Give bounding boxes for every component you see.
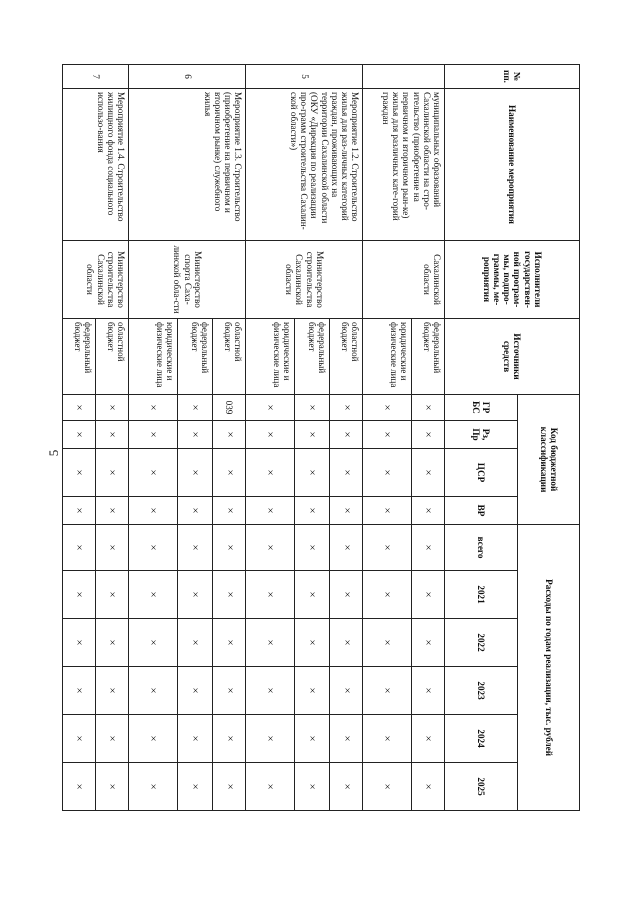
- cell-mark: ×: [63, 763, 96, 811]
- cell-mark: ×: [63, 525, 96, 571]
- cell-mark: ×: [295, 525, 330, 571]
- cell-mark: ×: [96, 525, 129, 571]
- cell-mark: ×: [295, 571, 330, 619]
- cell-grbs: 039: [213, 395, 246, 421]
- header-num: № пп.: [445, 65, 580, 89]
- cell-mark: ×: [63, 571, 96, 619]
- row-source: областной бюджет: [213, 319, 246, 395]
- expenses-table: [62, 64, 580, 811]
- cell-mark: ×: [412, 619, 445, 667]
- header-name: Наименование мероприятия: [445, 89, 580, 241]
- cell-mark: ×: [363, 395, 412, 421]
- cell-mark: ×: [412, 449, 445, 497]
- row-num: 7: [63, 65, 129, 89]
- cell-mark: ×: [96, 763, 129, 811]
- cell-mark: ×: [246, 497, 295, 525]
- row-source: федеральный бюджет: [412, 319, 445, 395]
- row-executor: Сахалинской области: [363, 241, 445, 319]
- row-source: федеральный бюджет: [63, 319, 96, 395]
- cell-mark: ×: [177, 395, 212, 421]
- row-executor: Министерство строительства Сахалинской области: [63, 241, 129, 319]
- row-executor: Министерство спорта Саха-линской обла-сти: [129, 241, 246, 319]
- cell-mark: ×: [330, 525, 363, 571]
- row-name: муниципальных образований Сахалинской области на стро-ительство (приобретение на первичном и вторичном рын-ке) жилья для различных кате-горий граждан: [363, 89, 445, 241]
- cell-mark: ×: [412, 571, 445, 619]
- cell-mark: ×: [129, 619, 178, 667]
- page-number: 5: [46, 449, 61, 457]
- cell-mark: ×: [412, 395, 445, 421]
- row-source: областной бюджет: [96, 319, 129, 395]
- cell-mark: ×: [412, 421, 445, 449]
- row-name: Мероприятие 1.2. Строительство жилья для раз-личных категорий граждан, проживающих на территории Сахалинской области (ОКУ «Дирекция по реализации про-грамм строительства Сахалин-ской области»): [246, 89, 363, 241]
- cell-mark: ×: [96, 619, 129, 667]
- cell-mark: ×: [213, 715, 246, 763]
- cell-mark: ×: [129, 421, 178, 449]
- cell-mark: ×: [412, 667, 445, 715]
- cell-mark: ×: [63, 667, 96, 715]
- cell-mark: ×: [295, 449, 330, 497]
- header-2022: 2022: [445, 619, 518, 667]
- cell-mark: ×: [213, 525, 246, 571]
- header-rzpr: Рз, Пр: [445, 421, 518, 449]
- cell-mark: ×: [246, 667, 295, 715]
- cell-mark: ×: [96, 667, 129, 715]
- header-2025: 2025: [445, 763, 518, 811]
- cell-mark: ×: [213, 421, 246, 449]
- cell-mark: ×: [330, 715, 363, 763]
- cell-mark: ×: [363, 421, 412, 449]
- cell-mark: ×: [213, 619, 246, 667]
- row-num: 5: [246, 65, 363, 89]
- cell-mark: ×: [129, 571, 178, 619]
- cell-mark: ×: [177, 619, 212, 667]
- cell-mark: ×: [412, 763, 445, 811]
- cell-mark: ×: [213, 763, 246, 811]
- row-num: 6: [129, 65, 246, 89]
- row-source: федеральный бюджет: [177, 319, 212, 395]
- cell-mark: ×: [213, 497, 246, 525]
- row-source: областной бюджет: [330, 319, 363, 395]
- header-expenses: Расходы по годам реализации, тыс. рублей: [518, 525, 580, 811]
- cell-mark: ×: [363, 497, 412, 525]
- cell-mark: ×: [129, 525, 178, 571]
- cell-mark: ×: [129, 715, 178, 763]
- cell-mark: ×: [246, 715, 295, 763]
- cell-mark: ×: [246, 449, 295, 497]
- row-source: федеральный бюджет: [295, 319, 330, 395]
- cell-mark: ×: [63, 715, 96, 763]
- cell-mark: ×: [412, 497, 445, 525]
- cell-mark: ×: [295, 619, 330, 667]
- cell-mark: ×: [177, 525, 212, 571]
- cell-mark: ×: [129, 497, 178, 525]
- row-num-empty: [363, 65, 445, 89]
- cell-mark: ×: [330, 667, 363, 715]
- cell-mark: ×: [295, 421, 330, 449]
- cell-mark: ×: [330, 571, 363, 619]
- cell-mark: ×: [363, 715, 412, 763]
- header-executor: Исполнители государствен-ной програм-мы, подпро-граммы, ме-роприятия: [445, 241, 580, 319]
- cell-mark: ×: [330, 449, 363, 497]
- cell-mark: ×: [129, 763, 178, 811]
- cell-mark: ×: [412, 525, 445, 571]
- cell-mark: ×: [63, 619, 96, 667]
- cell-mark: ×: [330, 619, 363, 667]
- header-budget-code: Код бюджетной классификации: [518, 395, 580, 525]
- row-source: юридические и физические лица: [246, 319, 295, 395]
- cell-mark: ×: [330, 497, 363, 525]
- cell-mark: ×: [177, 497, 212, 525]
- cell-mark: ×: [330, 395, 363, 421]
- row-source: юридические и физические лица: [129, 319, 178, 395]
- cell-mark: ×: [96, 449, 129, 497]
- cell-mark: ×: [177, 449, 212, 497]
- rotated-table-container: [62, 64, 580, 810]
- cell-mark: ×: [96, 497, 129, 525]
- header-vr: ВР: [445, 497, 518, 525]
- table-row: [330, 65, 363, 811]
- cell-mark: ×: [177, 667, 212, 715]
- cell-mark: ×: [295, 715, 330, 763]
- cell-mark: ×: [96, 715, 129, 763]
- cell-mark: ×: [363, 449, 412, 497]
- cell-mark: ×: [213, 449, 246, 497]
- cell-mark: ×: [363, 619, 412, 667]
- table-row: [96, 65, 129, 811]
- cell-mark: ×: [330, 763, 363, 811]
- cell-mark: ×: [213, 667, 246, 715]
- cell-mark: ×: [177, 715, 212, 763]
- cell-mark: ×: [295, 763, 330, 811]
- cell-mark: ×: [177, 421, 212, 449]
- table-row: [412, 65, 445, 811]
- cell-mark: ×: [246, 421, 295, 449]
- cell-mark: ×: [363, 571, 412, 619]
- cell-mark: ×: [295, 667, 330, 715]
- cell-mark: ×: [412, 715, 445, 763]
- header-2024: 2024: [445, 715, 518, 763]
- header-2023: 2023: [445, 667, 518, 715]
- cell-mark: ×: [363, 525, 412, 571]
- cell-mark: ×: [330, 421, 363, 449]
- cell-mark: ×: [96, 421, 129, 449]
- cell-mark: ×: [295, 497, 330, 525]
- cell-mark: ×: [363, 763, 412, 811]
- row-name: Мероприятие 1.4. Строительство жилищного фонда социального использо-вания: [63, 89, 129, 241]
- cell-mark: ×: [177, 571, 212, 619]
- cell-mark: ×: [63, 421, 96, 449]
- header-csr: ЦСР: [445, 449, 518, 497]
- cell-mark: ×: [63, 497, 96, 525]
- cell-mark: ×: [363, 667, 412, 715]
- cell-mark: ×: [295, 395, 330, 421]
- row-name: Мероприятие 1.3. Строительство (приобретение на первичном и вторичном рынке) служебного жилья: [129, 89, 246, 241]
- cell-mark: ×: [96, 395, 129, 421]
- cell-mark: ×: [63, 449, 96, 497]
- cell-mark: ×: [129, 395, 178, 421]
- cell-mark: ×: [246, 395, 295, 421]
- cell-mark: ×: [63, 395, 96, 421]
- cell-mark: ×: [96, 571, 129, 619]
- cell-mark: ×: [213, 571, 246, 619]
- header-grbs: ГР БС: [445, 395, 518, 421]
- cell-mark: ×: [246, 525, 295, 571]
- cell-mark: ×: [246, 763, 295, 811]
- cell-mark: ×: [246, 619, 295, 667]
- cell-mark: ×: [177, 763, 212, 811]
- row-executor: Министерство строительства Сахалинской области: [246, 241, 363, 319]
- cell-mark: ×: [246, 571, 295, 619]
- cell-mark: ×: [129, 449, 178, 497]
- row-source: юридические и физические лица: [363, 319, 412, 395]
- header-sources: Источники средств: [445, 319, 580, 395]
- table-row: [213, 65, 246, 811]
- cell-mark: ×: [129, 667, 178, 715]
- header-total: всего: [445, 525, 518, 571]
- header-2021: 2021: [445, 571, 518, 619]
